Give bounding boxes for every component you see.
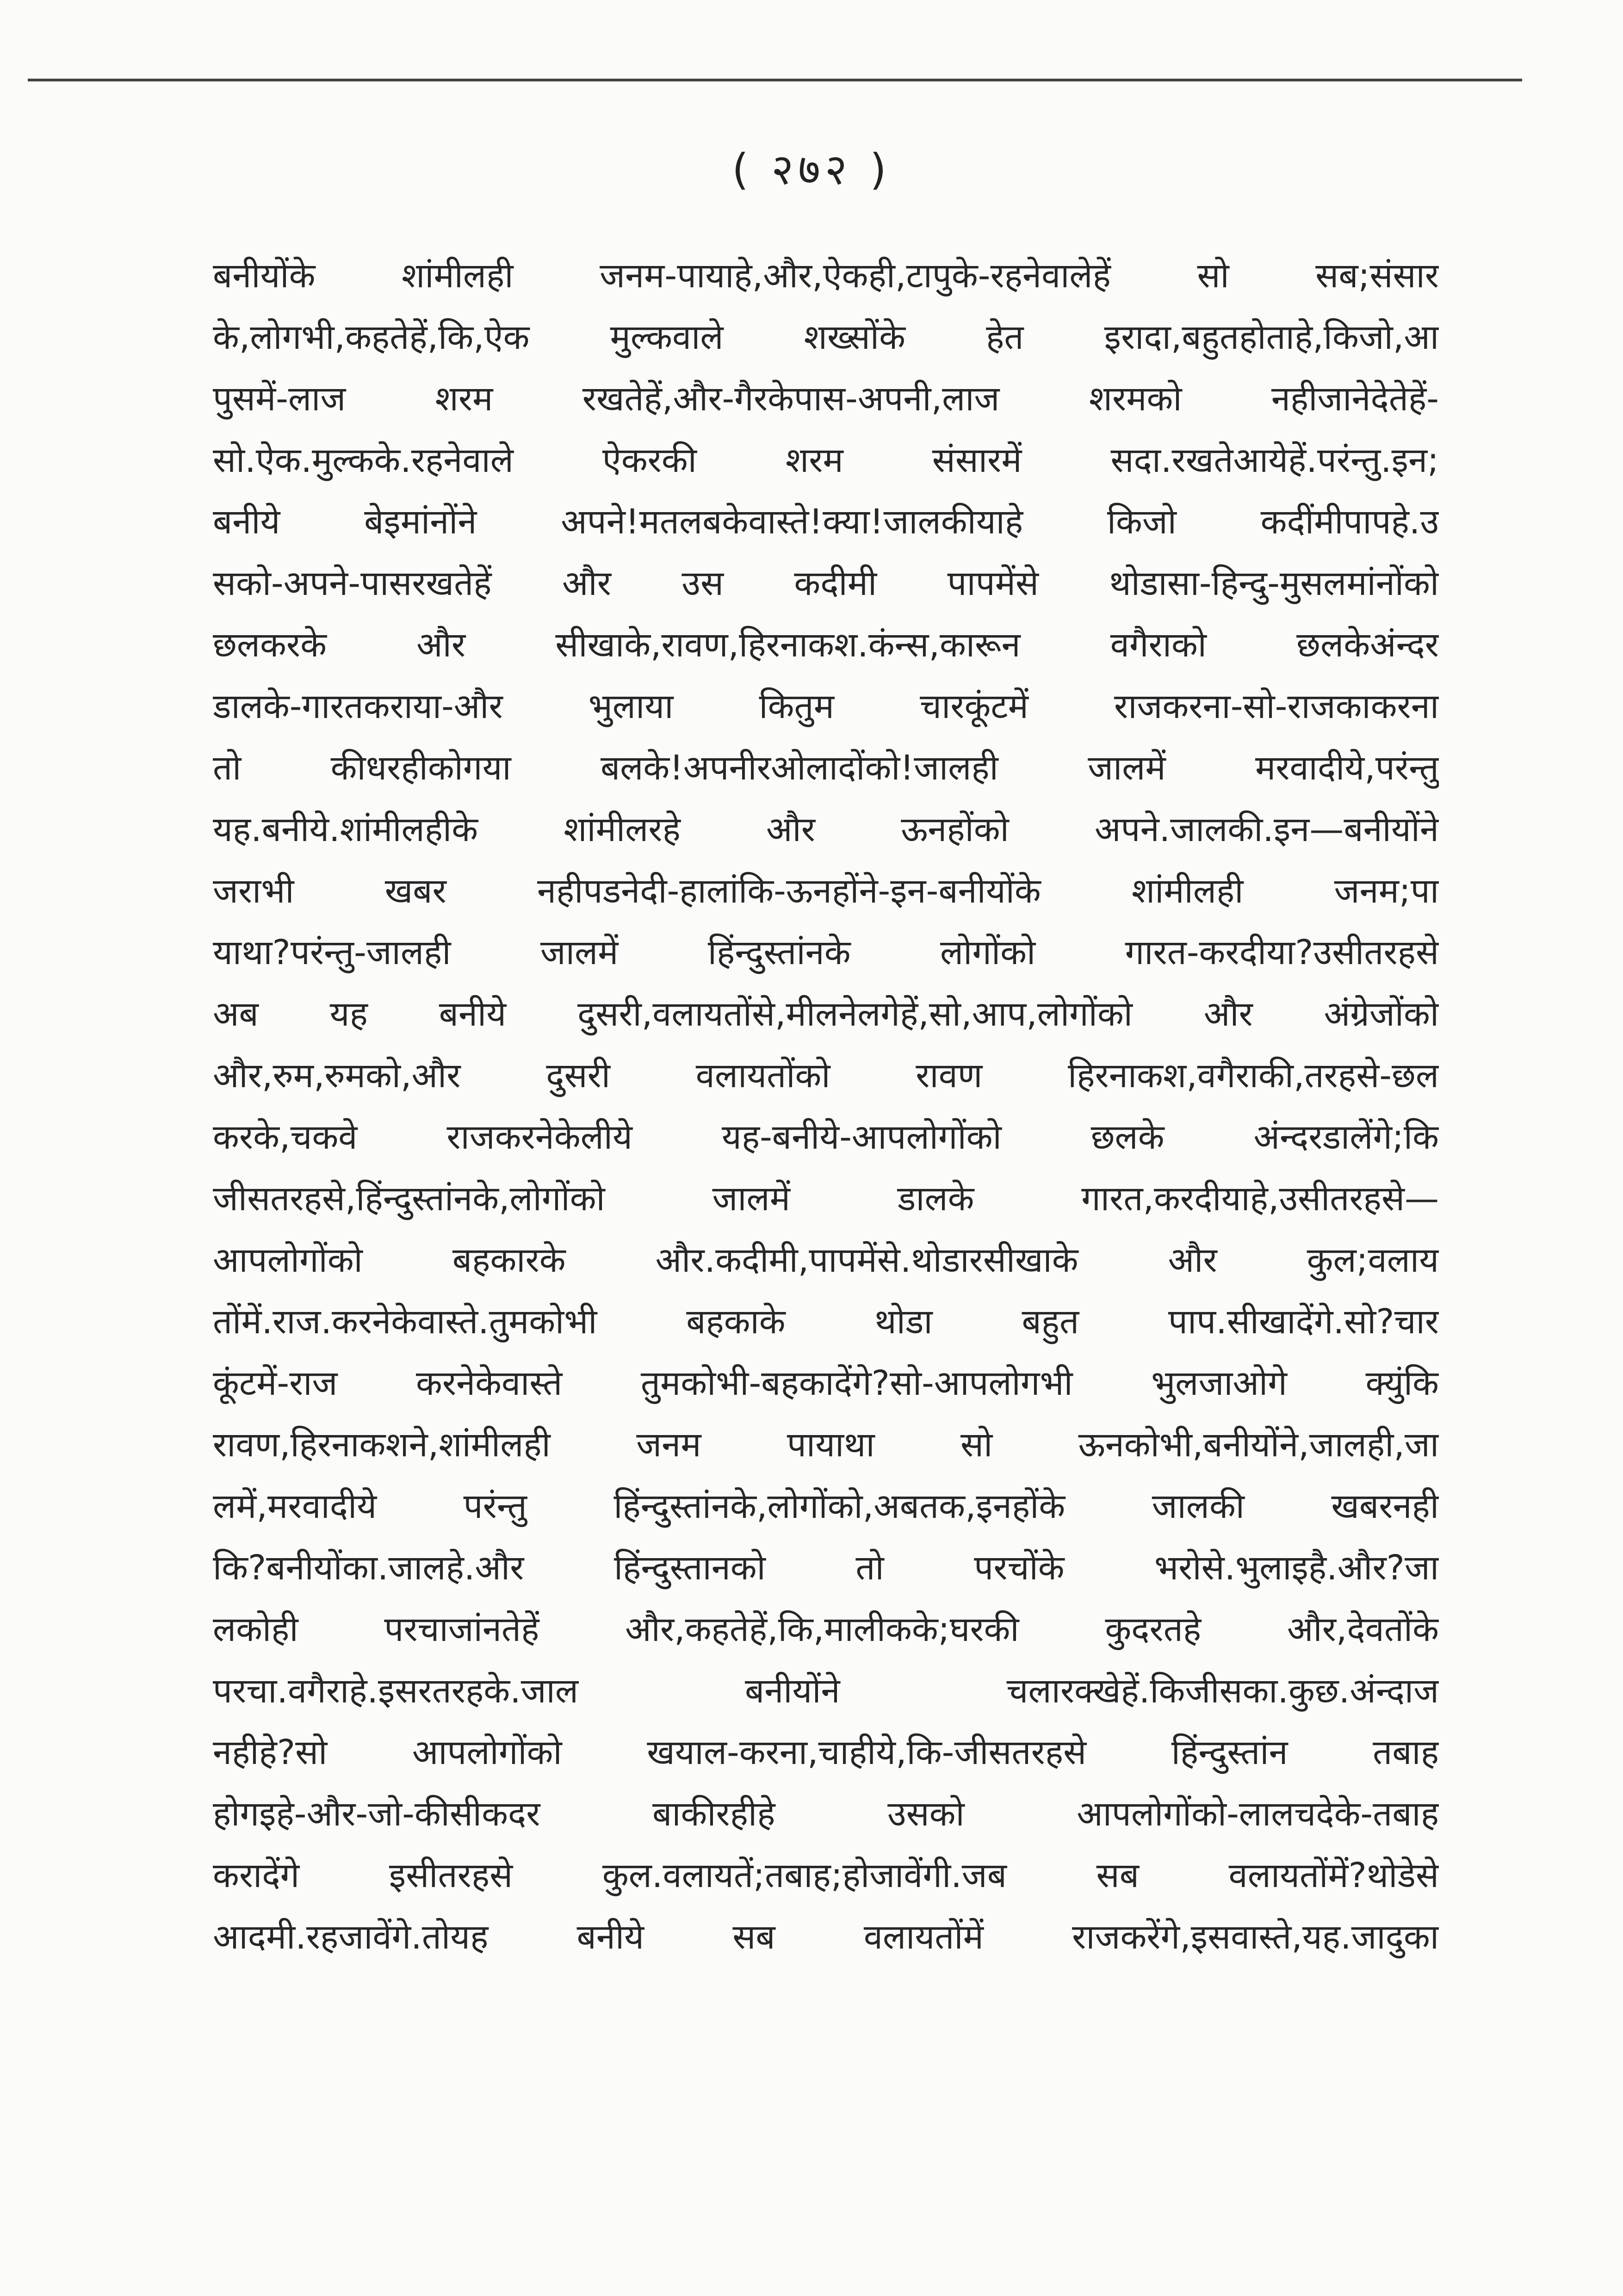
- text-line: नहीहे?सो आपलोगोंको खयाल-करना,चाहीये,कि-जीसतरहसे हिंन्दुस्तांन तबाह: [213, 1733, 1439, 1772]
- text-line: कूंटमें-राज करनेकेवास्ते तुमकोभी-बहकादेंगे?सो-आपलोगभी भुलजाओगे क्युंकि: [213, 1363, 1439, 1403]
- text-line: परचा.वगैराहे.इसरतरहके.जाल बनीयोंने चलारक्खेहें.किजीसका.कुछ.अंन्दाज: [213, 1671, 1439, 1711]
- text-line: आदमी.रहजावेंगे.तोयह बनीये सब वलायतोंमें राजकरेंगे,इसवास्ते,यह.जादुका: [213, 1917, 1439, 1957]
- top-rule-line: [28, 79, 1522, 81]
- text-line: याथा?परंन्तु-जालही जालमें हिंन्दुस्तांनके लोगोंको गारत-करदीया?उसीतरहसे: [213, 933, 1439, 972]
- text-line: कि?बनीयोंका.जालहे.और हिंन्दुस्तानको तो परचोंके भरोसे.भुलाइहै.और?जा: [213, 1548, 1439, 1588]
- text-line: आपलोगोंको बहकारके और.कदीमी,पापमेंसे.थोडारसीखाके और कुल;वलाय: [213, 1240, 1439, 1280]
- text-line: सको-अपने-पासरखतेहें और उस कदीमी पापमेंसे थोडासा-हिन्दु-मुसलमांनोंको: [213, 563, 1439, 603]
- text-line: करके,चकवे राजकरनेकेलीये यह-बनीये-आपलोगोंको छलके अंन्दरडालेंगे;कि: [213, 1117, 1439, 1157]
- text-line: बनीये बेइमांनोंने अपने!मतलबकेवास्ते!क्या!जालकीयाहे किजो कदींमीपापहे.उ: [213, 502, 1439, 542]
- text-line: के,लोगभी,कहतेहें,कि,ऐक मुल्कवाले शख्सोंके हेत इरादा,बहुतहोताहे,किजो,आ: [213, 317, 1439, 357]
- text-line: लमें,मरवादीये परंन्तु हिंन्दुस्तांनके,लोगोंको,अबतक,इनहोंके जालकी खबरनही: [213, 1486, 1439, 1526]
- page-number: ( २७२ ): [732, 145, 891, 194]
- text-line: अब यह बनीये दुसरी,वलायतोंसे,मीलनेलगेहें,सो,आप,लोगोंको और अंग्रेजोंको: [213, 994, 1439, 1034]
- text-line: छलकरके और सीखाके,रावण,हिरनाकश.कंन्स,कारून वगैराको छलकेअंन्दर: [213, 625, 1439, 665]
- text-line: तो कीधरहीकोगया बलके!अपनीरओलादोंको!जालही जालमें मरवादीये,परंन्तु: [213, 748, 1439, 788]
- text-line: रावण,हिरनाकशने,शांमीलही जनम पायाथा सो ऊनकोभी,बनीयोंने,जालही,जा: [213, 1425, 1439, 1465]
- text-line: करादेंगे इसीतरहसे कुल.वलायतें;तबाह;होजावेंगी.जब सब वलायतोंमें?थोडेसे: [213, 1856, 1439, 1895]
- text-line: डालके-गारतकराया-और भुलाया कितुम चारकूंटमें राजकरना-सो-राजकाकरना: [213, 687, 1439, 726]
- text-line: जीसतरहसे,हिंन्दुस्तांनके,लोगोंको जालमें डालके गारत,करदीयाहे,उसीतरहसे—: [213, 1179, 1439, 1219]
- text-line: सो.ऐक.मुल्कके.रहनेवाले ऐकरकी शरम संसारमें सदा.रखतेआयेहें.परंन्तु.इन;: [213, 440, 1439, 480]
- text-line: यह.बनीये.शांमीलहीके शांमीलरहे और ऊनहोंको अपने.जालकी.इन—बनीयोंने: [213, 810, 1439, 849]
- text-line: और,रुम,रुमको,और दुसरी वलायतोंको रावण हिरनाकश,वगैराकी,तरहसे-छल: [213, 1056, 1439, 1095]
- text-line: पुसमें-लाज शरम रखतेहें,और-गैरकेपास-अपनी,लाज शरमको नहीजानेदेतेहें-: [213, 379, 1439, 419]
- text-line: तोंमें.राज.करनेकेवास्ते.तुमकोभी बहकाके थोडा बहुत पाप.सीखादेंगे.सो?चार: [213, 1302, 1439, 1342]
- text-line: लकोही परचाजांनतेहें और,कहतेहें,कि,मालीकके;घरकी कुदरतहे और,देवतोंके: [213, 1609, 1439, 1649]
- text-line: होगइहे-और-जो-कीसीकदर बाकीरहीहे उसको आपलोगोंको-लालचदेके-तबाह: [213, 1794, 1439, 1834]
- text-line: जराभी खबर नहीपडनेदी-हालांकि-ऊनहोंने-इन-बनीयोंके शांमीलही जनम;पा: [213, 871, 1439, 911]
- body-text: [213, 245, 1439, 1968]
- text-line: बनीयोंके शांमीलही जनम-पायाहे,और,ऐकही,टापुके-रहनेवालेहें सो सब;संसार: [213, 256, 1439, 296]
